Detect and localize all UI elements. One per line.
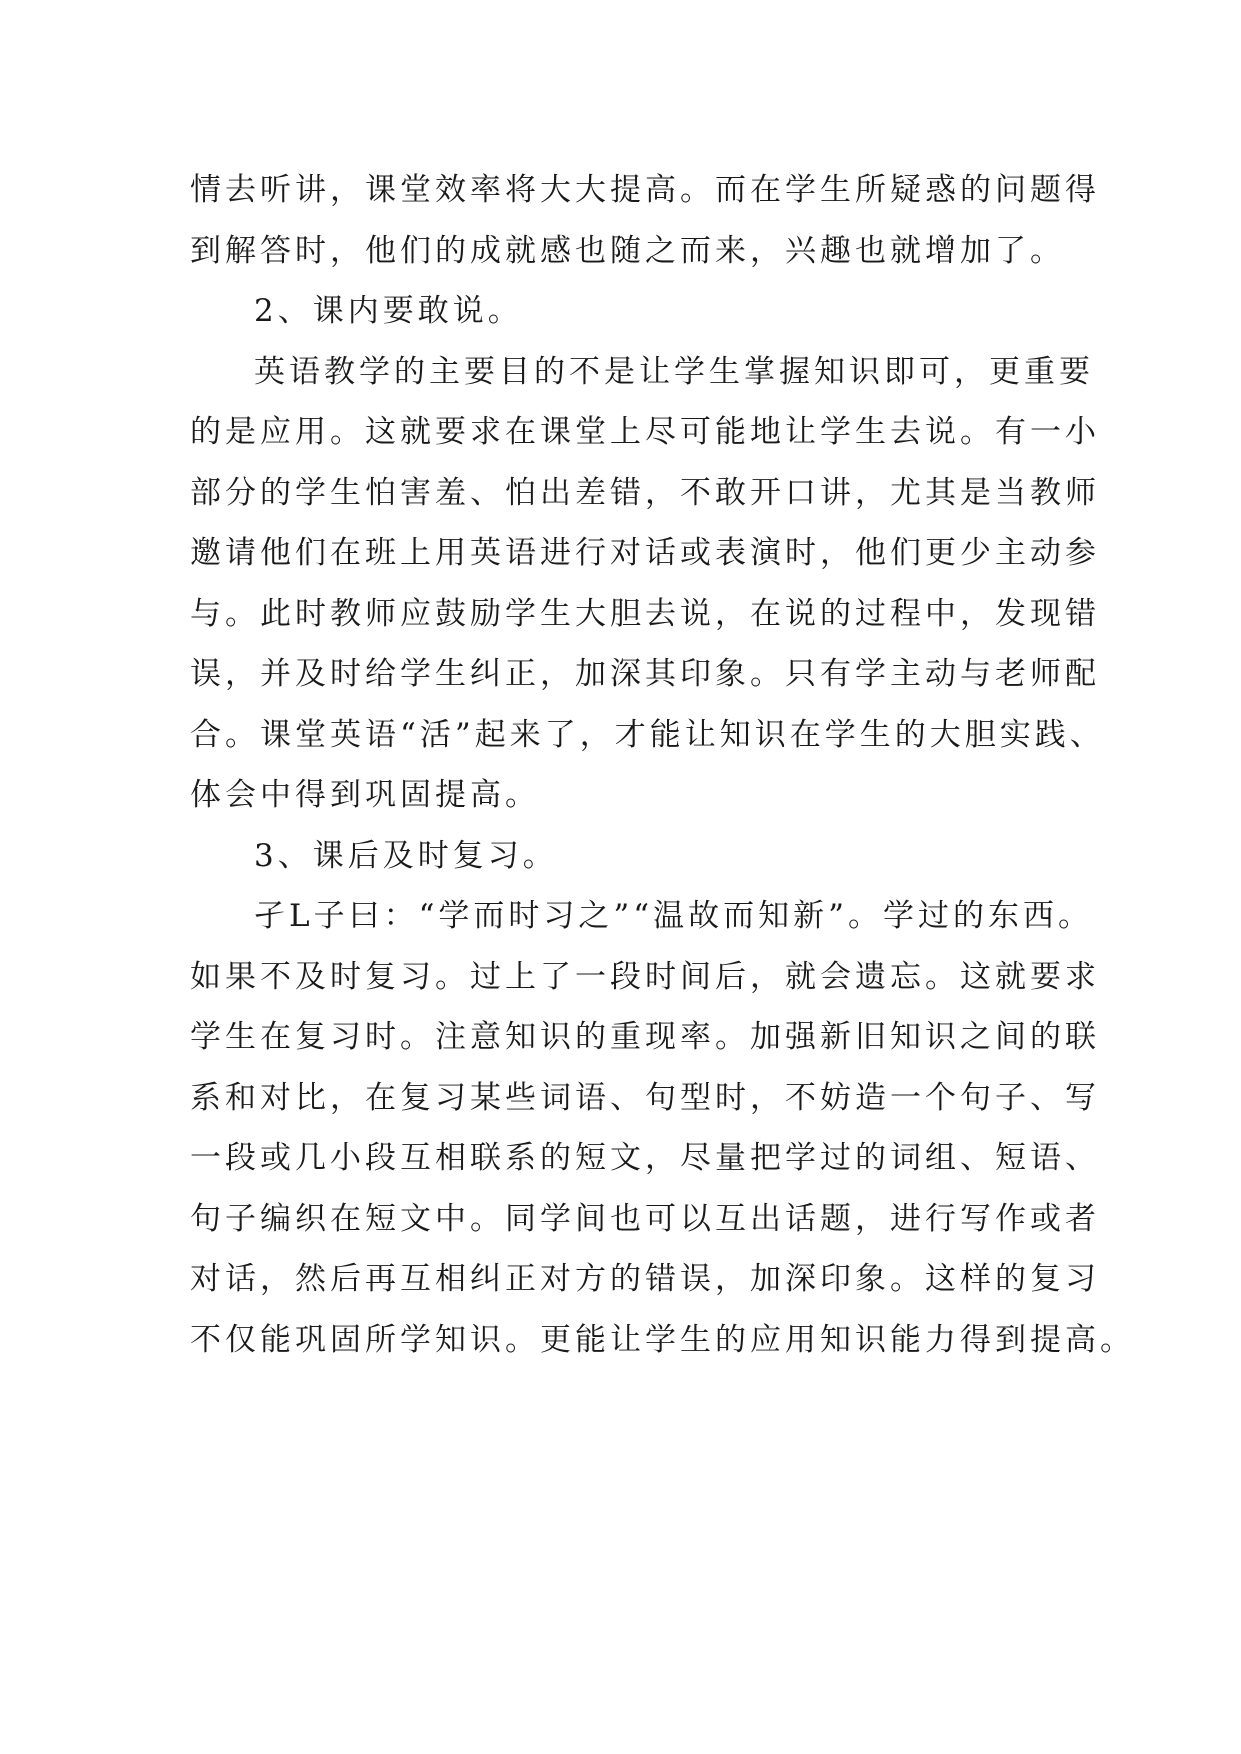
text-line: 到解答时，他们的成就感也随之而来，兴趣也就增加了。 bbox=[190, 232, 1065, 269]
text-line: 孑L子曰：“学而时习之”“温故而知新”。学过的东西。 bbox=[254, 898, 1093, 934]
text-line: 系和对比，在复习某些词语、句型时，不妨造一个句子、写 bbox=[190, 1079, 1100, 1116]
text-line: 2、课内要敢说。 bbox=[254, 293, 523, 329]
text-line: 误，并及时给学生纠正，加深其印象。只有学主动与老师配 bbox=[190, 656, 1100, 692]
text-line: 部分的学生怕害羞、怕出差错，不敢开口讲，尤其是当教师 bbox=[190, 474, 1100, 511]
body-text bbox=[190, 160, 1135, 1370]
text-line: 的是应用。这就要求在课堂上尽可能地让学生去说。有一小 bbox=[190, 414, 1100, 450]
text-line: 3、课后及时复习。 bbox=[254, 837, 558, 874]
text-line: 体会中得到巩固提高。 bbox=[190, 777, 540, 813]
text-line: 学生在复习时。注意知识的重现率。加强新旧知识之间的联 bbox=[190, 1019, 1100, 1055]
text-line: 一段或几小段互相联系的短文，尽量把学过的词组、短语、 bbox=[190, 1140, 1100, 1176]
text-line: 对话，然后再互相纠正对方的错误，加深印象。这样的复习 bbox=[190, 1261, 1100, 1297]
text-line: 合。课堂英语“活”起来了，才能让知识在学生的大胆实践、 bbox=[190, 716, 1105, 753]
text-line: 与。此时教师应鼓励学生大胆去说，在说的过程中，发现错 bbox=[190, 595, 1100, 632]
text-line: 如果不及时复习。过上了一段时间后，就会遗忘。这就要求 bbox=[190, 958, 1100, 995]
text-line: 邀请他们在班上用英语进行对话或表演时，他们更少主动参 bbox=[190, 535, 1100, 571]
text-line: 英语教学的主要目的不是让学生掌握知识即可，更重要 bbox=[254, 353, 1094, 390]
text-line: 句子编织在短文中。同学间也可以互出话题，进行写作或者 bbox=[190, 1200, 1100, 1237]
text-line: 情去听讲，课堂效率将大大提高。而在学生所疑惑的问题得 bbox=[190, 172, 1100, 208]
text-line: 不仅能巩固所学知识。更能让学生的应用知识能力得到提高。 bbox=[190, 1321, 1135, 1358]
